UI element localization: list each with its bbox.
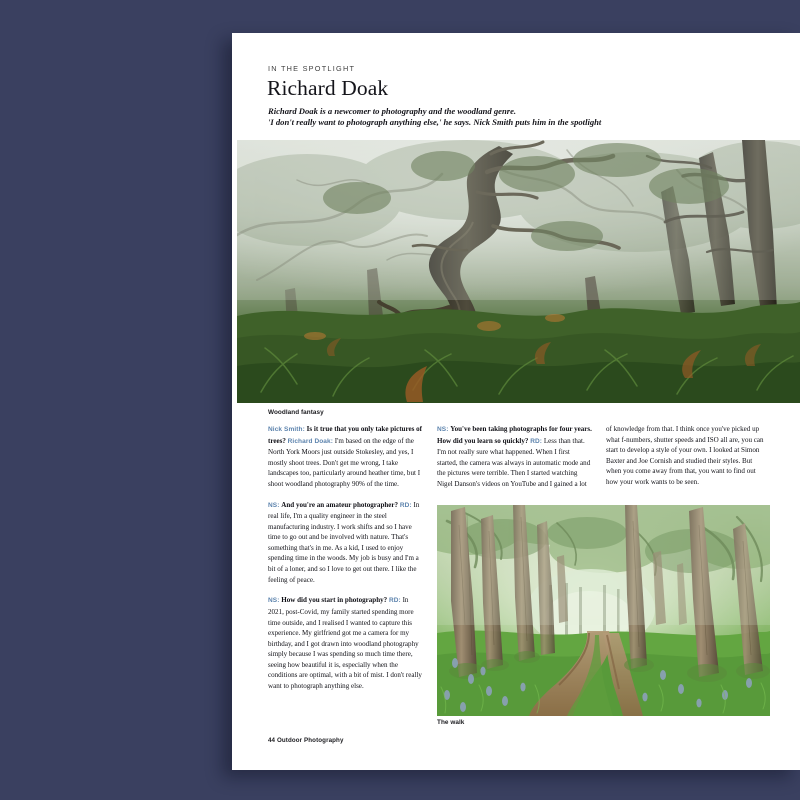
speaker-label: Richard Doak:	[287, 437, 334, 445]
photo-the-walk	[437, 505, 770, 716]
speaker-label: RD:	[530, 437, 543, 445]
magazine-page-spread	[232, 33, 800, 770]
standfirst	[268, 106, 768, 129]
the-walk-caption: The walk	[437, 719, 465, 726]
speaker-label: Nick Smith:	[268, 426, 305, 433]
qa-block	[268, 424, 423, 489]
answer-text: Less than that. I'm not really sure what happened. When I first started, the camera was always in automatic mode and the pictures were terrible. Then I started watching Nigel Danson's videos on YouTube and I gained a lot	[437, 436, 591, 488]
speaker-label: NS:	[268, 501, 280, 509]
hero-photo-illustration	[237, 140, 800, 403]
speaker-label: RD:	[388, 597, 401, 605]
question-text: How did you start in photography?	[281, 596, 388, 605]
standfirst-line-2: 'I don't really want to photograph anything else,' he says. Nick Smith puts him in the spotlight	[268, 117, 602, 128]
question-text: Is it true that you only take pictures of trees?	[268, 425, 422, 445]
speaker-label: NS:	[268, 597, 280, 605]
page-folio: 44 Outdoor Photography	[268, 737, 344, 744]
qa-block	[268, 595, 423, 691]
question-text: You've been taking photographs for four years. How did you learn so quickly?	[437, 425, 592, 445]
text-column-3	[606, 424, 764, 487]
answer-text: In 2021, post-Covid, my family started spending more time outside, and I realised I wanted to capture this experience. My girlfriend got me a camera for my birthday, and I got drawn into woodland photography simply because I was spending so much time there, seeing how beautiful it is, especially when the conditions are optimal, with a bit of mist. I don't really want to photograph anything else.	[268, 596, 422, 690]
speaker-label: RD:	[399, 501, 412, 509]
page-kicker: IN THE SPOTLIGHT	[268, 64, 356, 73]
text-column-1	[268, 424, 423, 691]
answer-text: In real life, I'm a quality engineer in the steel manufacturing industry. I work shifts and so I have time to go out and be involved with nature. That's something that's in me. As a kid, I used to enjoy spending time in the woods. My job is busy and I'm a bit of a loner, and so I love to get out there. I like the feeling of peace.	[268, 500, 420, 584]
the-walk-illustration	[437, 505, 770, 716]
answer-text: I'm based on the edge of the North York Moors just outside Stokesley, and yes, I mostly shoot trees. Don't get me wrong, I take landscapes too, particularly around heather time, but I shoot woodland photography 90% of the time.	[268, 436, 421, 488]
speaker-label: NS:	[437, 426, 449, 433]
question-text: And you're an amateur photographer?	[281, 500, 399, 509]
qa-block	[268, 500, 423, 585]
answer-text: of knowledge from that. I think once you've picked up what f-numbers, shutter speeds and ISO all are, you can start to develop a style of your own. I looked at Simon Baxter and Joe Cornish and studied their styles. But when you come away from that, you want to find out how your work wants to be seen.	[606, 425, 764, 486]
hero-photo-caption: Woodland fantasy	[268, 409, 324, 416]
hero-photo-woodland-fantasy	[237, 140, 800, 403]
standfirst-line-1: Richard Doak is a newcomer to photography and the woodland genre.	[268, 106, 517, 116]
page-title: Richard Doak	[267, 76, 389, 100]
qa-block	[437, 424, 592, 489]
qa-block	[606, 424, 764, 487]
text-column-2	[437, 424, 592, 489]
